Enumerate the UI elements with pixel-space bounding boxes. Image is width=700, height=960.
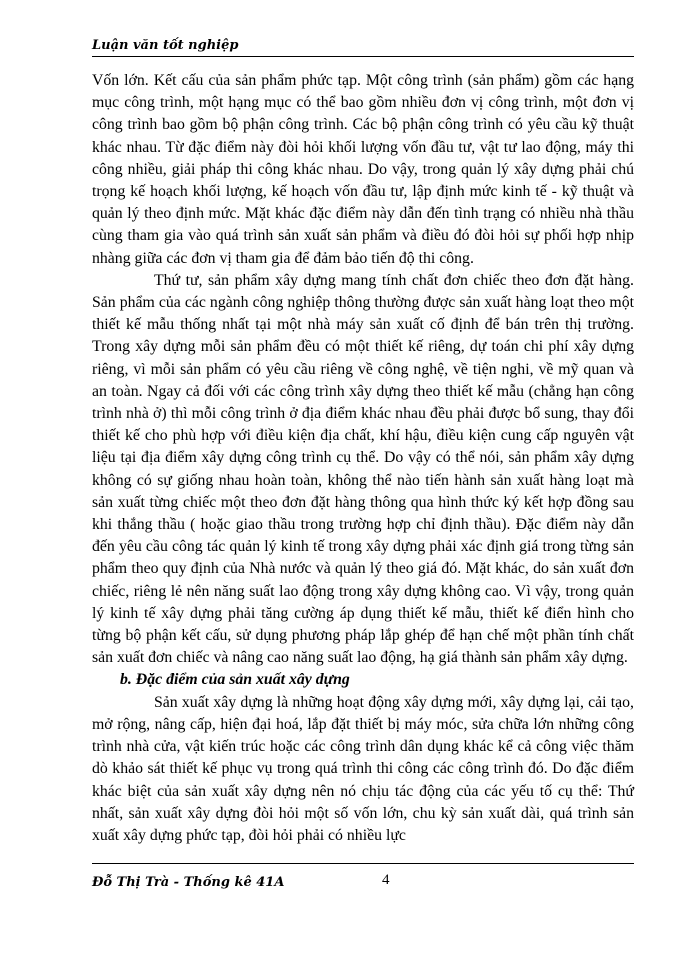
section-heading: b. Đặc điểm của sản xuất xây dựng <box>120 671 350 689</box>
paragraph: Sản xuất xây dựng là những hoạt động xây dựng mới, xây dựng lại, cải tạo, mở rộng, nâng cấp, hiện đại hoá, lắp đặt thiết bị máy móc, sửa chữa lớn những công trình nhà cửa, vật kiến trúc hoặc các công trình dân dụng khác kể cả công việc thăm dò khảo sát thiết kế phục vụ trong quá trình thi công các công trình đó. Do đặc điểm khác biệt của sản xuất xây dựng nên nó chịu tác động của các yếu tố cụ thể: Thứ nhất, sản xuất xây dựng đòi hỏi một số vốn lớn, chu kỳ sản xuất dài, quá trình sản xuất xây dựng phức tạp, đòi hỏi phải có nhiều lực <box>92 693 634 844</box>
body-text <box>92 70 634 847</box>
footer-author: Đỗ Thị Trà - Thống kê 41A <box>92 875 285 890</box>
paragraph: Thứ tư, sản phẩm xây dựng mang tính chất đơn chiếc theo đơn đặt hàng. Sản phẩm của các ngành công nghiệp thông thường được sản xuất hàng loạt theo một thiết kế mẫu thống nhất tại một nhà máy sản xuất cố định để bán trên thị trường. Trong xây dựng mỗi sản phẩm đều có một thiết kế riêng, dự toán chi phí xây dựng riêng, vì mỗi sản phẩm có yêu cầu riêng về công nghệ, về tiện nghi, về mỹ quan và an toàn. Ngay cả đối với các công trình xây dựng theo thiết kế mẫu (chẳng hạn công trình nhà ở) thì mỗi công trình ở địa điểm khác nhau đều phải được bổ sung, thay đổi thiết kế cho phù hợp với điều kiện địa chất, khí hậu, điều kiện cung cấp nguyên vật liệu tại địa điểm xây dựng công trình cụ thể. Do vậy có thể nói, sản phẩm xây dựng không có sự giống nhau hoàn toàn, không thể nào tiến hành sản xuất hàng loạt mà sản xuất từng chiếc một theo đơn đặt hàng thông qua hình thức ký kết hợp đồng sau khi thắng thầu ( hoặc giao thầu trong trường hợp chỉ định thầu). Đặc điểm này dẫn đến yêu cầu công tác quản lý kinh tế trong xây dựng phải xác định giá trong từng sản phẩm theo quy định của Nhà nước và quản lý theo giá đó. Mặt khác, do sản xuất đơn chiếc, riêng lẻ nên năng suất lao động trong xây dựng không cao. Vì vậy, trong quản lý kinh tế xây dựng phải tăng cường áp dụng thiết kế mẫu, thiết kế điển hình cho từng bộ phận kết cấu, sử dụng phương pháp lắp ghép để hạn chế một phần tính chất sản xuất đơn chiếc và nâng cao năng suất lao động, hạ giá thành sản phẩm xây dựng. <box>92 271 634 667</box>
running-header: Luận văn tốt nghiệp <box>92 38 239 53</box>
page-number: 4 <box>382 872 390 888</box>
footer-rule <box>92 863 634 864</box>
paragraph-continued: Vốn lớn. Kết cấu của sản phẩm phức tạp. Một công trình (sản phẩm) gồm các hạng mục công trình, một hạng mục có thể bao gồm nhiều đơn vị công trình, một đơn vị công trình bao gồm bộ phận công trình. Các bộ phận công trình có yêu cầu kỹ thuật khác nhau. Từ đặc điểm này đòi hỏi khối lượng vốn đầu tư, vật tư lao động, máy thi công nhiều, giải pháp thi công khác nhau. Do vậy, trong quản lý xây dựng phải chú trọng kế hoạch khối lượng, kế hoạch vốn đầu tư, lập định mức kinh tế - kỹ thuật và quản lý theo định mức. Mặt khác đặc điểm này dẫn đến tình trạng có nhiều nhà thầu cùng tham gia vào quá trình sản xuất sản phẩm và điều đó đòi hỏi sự phối hợp nhịp nhàng giữa các đơn vị tham gia để đảm bảo tiến độ thi công. <box>92 72 634 267</box>
header-rule <box>92 56 634 57</box>
